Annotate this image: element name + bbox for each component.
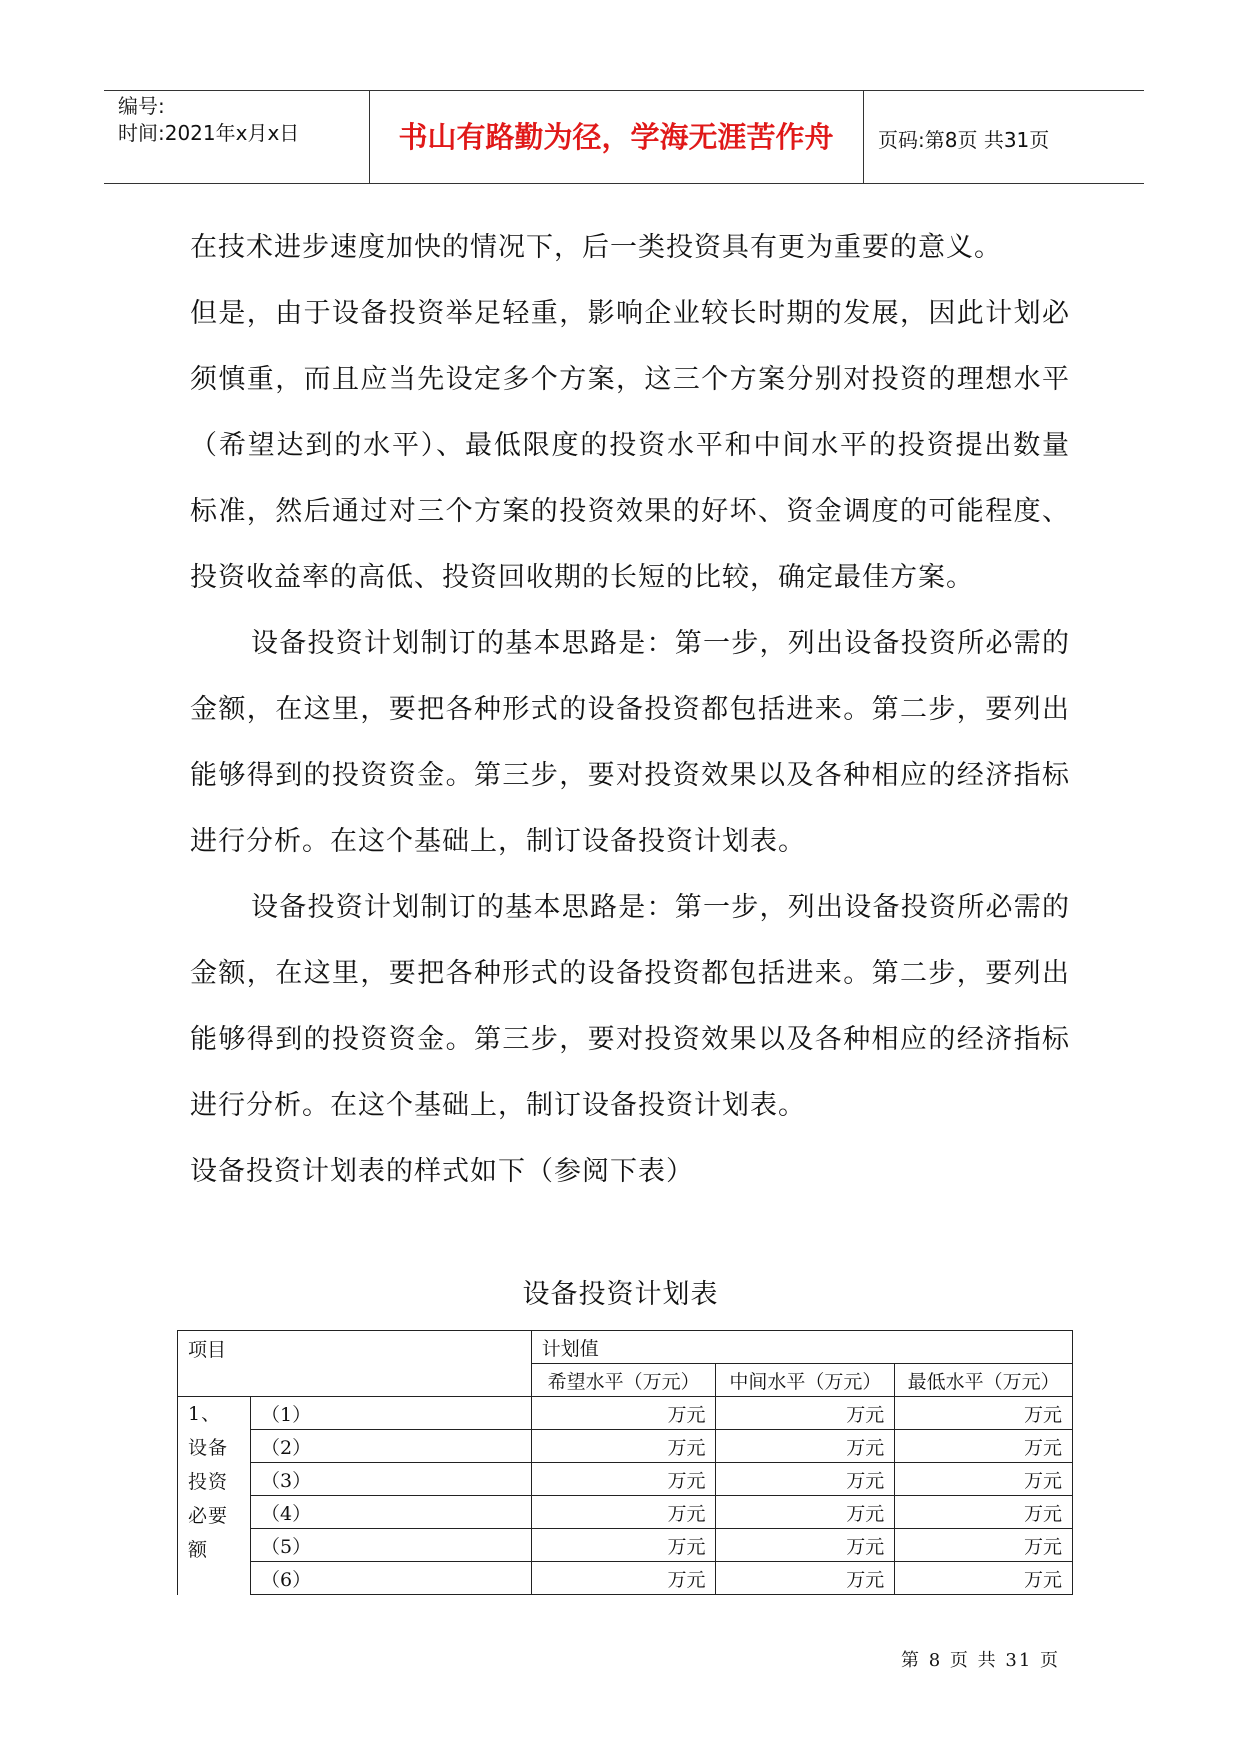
table-cell: 万元 xyxy=(716,1463,895,1496)
table-cell: 万元 xyxy=(531,1529,716,1562)
header-top-rule xyxy=(104,90,1144,91)
header-motto: 书山有路勤为径，学海无涯苦作舟 xyxy=(398,120,834,154)
header-page-number: 页码:第8页 共31页 xyxy=(878,128,1050,152)
table-cell: 万元 xyxy=(531,1397,716,1430)
row-label: （3） xyxy=(251,1463,532,1496)
table-cell: 万元 xyxy=(716,1397,895,1430)
header-bottom-rule xyxy=(104,183,1144,184)
table-cell: 万元 xyxy=(531,1463,716,1496)
row-label: （5） xyxy=(251,1529,532,1562)
table-cell: 万元 xyxy=(716,1430,895,1463)
row-group-label-text: 1、设备投资必要额 xyxy=(188,1403,229,1561)
header-divider-right xyxy=(863,90,864,183)
table-cell: 万元 xyxy=(895,1430,1073,1463)
paragraph: 设备投资计划制订的基本思路是：第一步，列出设备投资所必需的金额，在这里，要把各种形式的设备投资都包括进来。第二步，要列出能够得到的投资资金。第三步，要对投资效果以及各种相应的经济指标进行分析。在这个基础上，制订设备投资计划表。 xyxy=(190,628,1070,857)
paragraph: 在技术进步速度加快的情况下，后一类投资具有更为重要的意义。 xyxy=(190,232,1002,263)
header-meta xyxy=(118,93,299,147)
table-header-row xyxy=(178,1331,1073,1364)
column-header: 中间水平（万元） xyxy=(716,1364,895,1397)
document-body xyxy=(190,215,1070,1205)
table-row xyxy=(178,1562,1073,1595)
column-header: 最低水平（万元） xyxy=(895,1364,1073,1397)
investment-plan-table xyxy=(177,1330,1073,1595)
table-title: 设备投资计划表 xyxy=(522,1279,719,1310)
header-plan-cell: 计划值 xyxy=(531,1331,1072,1364)
row-label: （1） xyxy=(251,1397,532,1430)
table-row xyxy=(178,1397,1073,1430)
table-cell: 万元 xyxy=(895,1397,1073,1430)
table-cell: 万元 xyxy=(531,1430,716,1463)
paragraph: 设备投资计划表的样式如下（参阅下表） xyxy=(190,1156,694,1187)
table-cell: 万元 xyxy=(895,1463,1073,1496)
table-row xyxy=(178,1529,1073,1562)
row-label: （4） xyxy=(251,1496,532,1529)
row-group-label xyxy=(178,1397,251,1595)
header-number: 编号: xyxy=(118,94,165,118)
table-cell: 万元 xyxy=(895,1562,1073,1595)
paragraph: 设备投资计划制订的基本思路是：第一步，列出设备投资所必需的金额，在这里，要把各种形式的设备投资都包括进来。第二步，要列出能够得到的投资资金。第三步，要对投资效果以及各种相应的经济指标进行分析。在这个基础上，制订设备投资计划表。 xyxy=(190,892,1070,1121)
table-cell: 万元 xyxy=(531,1562,716,1595)
table-cell: 万元 xyxy=(895,1529,1073,1562)
table-cell: 万元 xyxy=(716,1529,895,1562)
column-header: 希望水平（万元） xyxy=(531,1364,716,1397)
table-row xyxy=(178,1496,1073,1529)
footer-page-number: 第 8 页 共 31 页 xyxy=(901,1650,1060,1671)
table-cell: 万元 xyxy=(716,1562,895,1595)
row-label: （6） xyxy=(251,1562,532,1595)
table-cell: 万元 xyxy=(716,1496,895,1529)
table-row xyxy=(178,1430,1073,1463)
row-label: （2） xyxy=(251,1430,532,1463)
table-cell: 万元 xyxy=(531,1496,716,1529)
table-row xyxy=(178,1463,1073,1496)
paragraph: 但是，由于设备投资举足轻重，影响企业较长时期的发展，因此计划必须慎重，而且应当先设定多个方案，这三个方案分别对投资的理想水平（希望达到的水平）、最低限度的投资水平和中间水平的投资提出数量标准，然后通过对三个方案的投资效果的好坏、资金调度的可能程度、投资收益率的高低、投资回收期的长短的比较，确定最佳方案。 xyxy=(190,298,1070,593)
table-cell: 万元 xyxy=(895,1496,1073,1529)
header-item-cell: 项目 xyxy=(178,1331,532,1397)
header-time: 时间:2021年x月x日 xyxy=(118,121,300,145)
